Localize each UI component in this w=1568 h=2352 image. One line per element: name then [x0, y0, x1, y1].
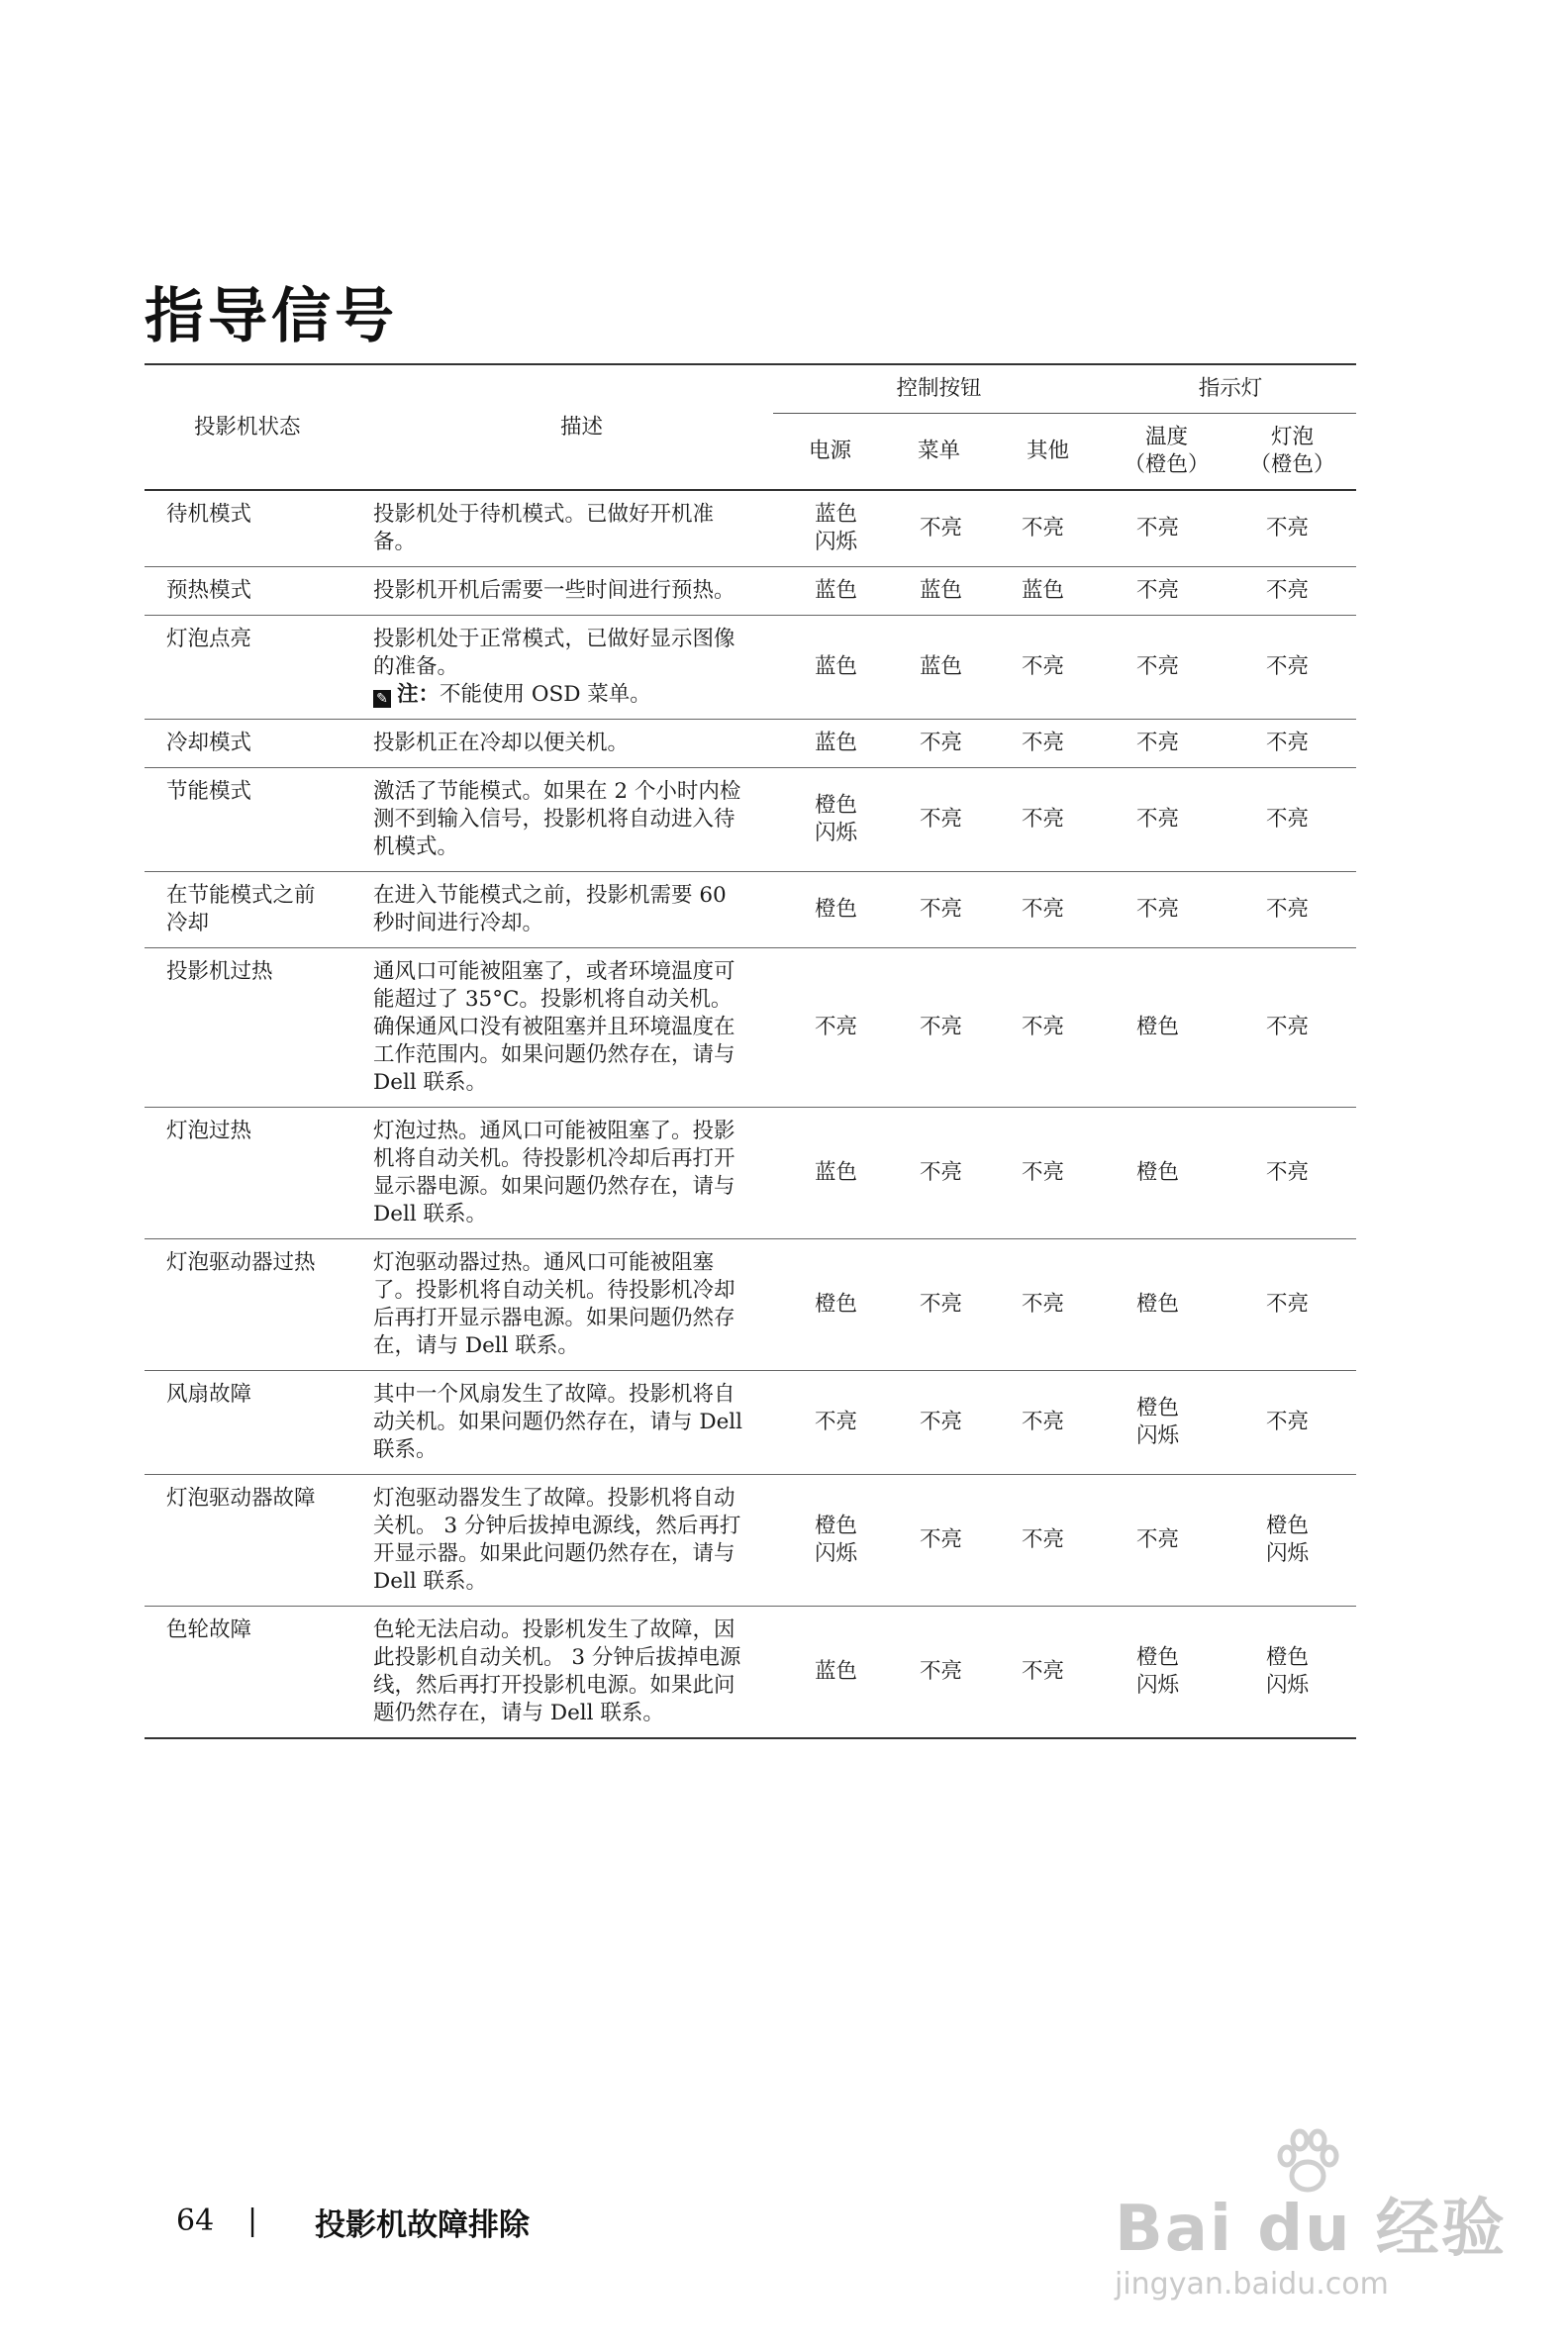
header-lamp: 灯泡 （橙色）	[1228, 414, 1356, 491]
table-row	[145, 948, 1356, 1108]
state-cell: 灯泡过热	[145, 1108, 352, 1239]
page-number: 64	[176, 2204, 215, 2238]
state-cell: 待机模式	[145, 490, 352, 567]
description-cell: 灯泡驱动器发生了故障。投影机将自动 关机。 3 分钟后拔掉电源线，然后再打 开显示器。如果此问题仍然存在，请与 Dell 联系。	[352, 1475, 773, 1607]
temp-cell: 不亮	[1105, 567, 1228, 616]
other-cell: 不亮	[991, 720, 1105, 768]
temp-cell: 橙色 闪烁	[1105, 1371, 1228, 1475]
description-cell: 在进入节能模式之前，投影机需要 60 秒时间进行冷却。	[352, 872, 773, 948]
menu-cell: 不亮	[887, 1475, 991, 1607]
description-cell: 投影机正在冷却以便关机。	[352, 720, 773, 768]
table-row	[145, 1607, 1356, 1739]
other-cell: 不亮	[991, 1239, 1105, 1371]
note	[373, 681, 761, 709]
description-cell: 激活了节能模式。如果在 2 个小时内检 测不到输入信号，投影机将自动进入待 机模式。	[352, 768, 773, 872]
menu-cell: 不亮	[887, 768, 991, 872]
note-icon: ✎	[373, 690, 391, 708]
power-cell: 不亮	[773, 948, 887, 1108]
header-menu: 菜单	[887, 414, 991, 491]
other-cell: 不亮	[991, 1607, 1105, 1739]
temp-cell: 不亮	[1105, 1475, 1228, 1607]
other-cell: 不亮	[991, 948, 1105, 1108]
state-cell: 灯泡驱动器过热	[145, 1239, 352, 1371]
description-cell: 灯泡驱动器过热。通风口可能被阻塞 了。投影机将自动关机。待投影机冷却 后再打开显示器电源。如果问题仍然存 在，请与 Dell 联系。	[352, 1239, 773, 1371]
state-cell: 灯泡驱动器故障	[145, 1475, 352, 1607]
table-row	[145, 1239, 1356, 1371]
lamp-cell: 橙色 闪烁	[1228, 1607, 1356, 1739]
lamp-cell: 不亮	[1228, 1108, 1356, 1239]
other-cell: 不亮	[991, 1108, 1105, 1239]
lamp-cell: 不亮	[1228, 567, 1356, 616]
lamp-cell: 不亮	[1228, 872, 1356, 948]
header-description: 描述	[352, 364, 773, 490]
description-cell	[352, 616, 773, 720]
other-cell: 不亮	[991, 768, 1105, 872]
table-row	[145, 1108, 1356, 1239]
table-row	[145, 490, 1356, 567]
note-text: 不能使用 OSD 菜单。	[440, 682, 651, 707]
power-cell: 橙色	[773, 872, 887, 948]
power-cell: 橙色 闪烁	[773, 1475, 887, 1607]
other-cell: 蓝色	[991, 567, 1105, 616]
lamp-cell: 不亮	[1228, 948, 1356, 1108]
description-cell: 通风口可能被阻塞了，或者环境温度可 能超过了 35°C。投影机将自动关机。 确保通风口没有被阻塞并且环境温度在 工作范围内。如果问题仍然存在，请与 Dell 联系。	[352, 948, 773, 1108]
lamp-cell: 不亮	[1228, 490, 1356, 567]
header-temp: 温度 （橙色）	[1105, 414, 1228, 491]
lamp-cell: 不亮	[1228, 720, 1356, 768]
header-group-buttons: 控制按钮	[773, 364, 1105, 414]
power-cell: 橙色	[773, 1239, 887, 1371]
lamp-cell: 不亮	[1228, 768, 1356, 872]
lamp-cell: 不亮	[1228, 616, 1356, 720]
description-cell: 其中一个风扇发生了故障。投影机将自 动关机。如果问题仍然存在，请与 Dell 联系。	[352, 1371, 773, 1475]
temp-cell: 不亮	[1105, 872, 1228, 948]
table-row	[145, 567, 1356, 616]
menu-cell: 不亮	[887, 720, 991, 768]
watermark-url: jingyan.baidu.com	[1115, 2267, 1389, 2302]
other-cell: 不亮	[991, 1475, 1105, 1607]
state-cell: 灯泡点亮	[145, 616, 352, 720]
description-cell: 色轮无法启动。投影机发生了故障，因 此投影机自动关机。 3 分钟后拔掉电源 线，然后再打开投影机电源。如果此问 题仍然存在，请与 Dell 联系。	[352, 1607, 773, 1739]
other-cell: 不亮	[991, 616, 1105, 720]
menu-cell: 不亮	[887, 872, 991, 948]
power-cell: 蓝色	[773, 720, 887, 768]
footer-separator: |	[247, 2204, 258, 2238]
baidu-watermark	[1099, 2128, 1507, 2316]
temp-cell: 不亮	[1105, 768, 1228, 872]
description-text: 投影机处于正常模式，已做好显示图像 的准备。	[373, 627, 735, 679]
other-cell: 不亮	[991, 872, 1105, 948]
chapter-title: 投影机故障排除	[315, 2207, 530, 2243]
temp-cell: 不亮	[1105, 720, 1228, 768]
description-cell: 投影机处于待机模式。已做好开机准 备。	[352, 490, 773, 567]
description-cell: 灯泡过热。通风口可能被阻塞了。投影 机将自动关机。待投影机冷却后再打开 显示器电源。如果问题仍然存在，请与 Dell 联系。	[352, 1108, 773, 1239]
temp-cell: 橙色	[1105, 1239, 1228, 1371]
power-cell: 蓝色	[773, 1108, 887, 1239]
other-cell: 不亮	[991, 490, 1105, 567]
temp-cell: 橙色	[1105, 1108, 1228, 1239]
temp-cell: 橙色	[1105, 948, 1228, 1108]
temp-cell: 不亮	[1105, 616, 1228, 720]
state-cell: 冷却模式	[145, 720, 352, 768]
power-cell: 橙色 闪烁	[773, 768, 887, 872]
table-row	[145, 616, 1356, 720]
watermark-brand: Bai du 经验	[1115, 2193, 1507, 2266]
state-cell: 预热模式	[145, 567, 352, 616]
temp-cell: 不亮	[1105, 490, 1228, 567]
state-cell: 在节能模式之前 冷却	[145, 872, 352, 948]
menu-cell: 不亮	[887, 1607, 991, 1739]
menu-cell: 蓝色	[887, 616, 991, 720]
header-group-indicators: 指示灯	[1105, 364, 1356, 414]
other-cell: 不亮	[991, 1371, 1105, 1475]
power-cell: 不亮	[773, 1371, 887, 1475]
menu-cell: 不亮	[887, 1371, 991, 1475]
table-row	[145, 1371, 1356, 1475]
state-cell: 风扇故障	[145, 1371, 352, 1475]
menu-cell: 不亮	[887, 1239, 991, 1371]
header-state: 投影机状态	[145, 364, 352, 490]
lamp-cell: 橙色 闪烁	[1228, 1475, 1356, 1607]
menu-cell: 不亮	[887, 1108, 991, 1239]
state-cell: 色轮故障	[145, 1607, 352, 1739]
table-row	[145, 872, 1356, 948]
note-label: 注：	[397, 682, 441, 707]
table-row	[145, 720, 1356, 768]
power-cell: 蓝色	[773, 567, 887, 616]
power-cell: 蓝色 闪烁	[773, 490, 887, 567]
lamp-cell: 不亮	[1228, 1371, 1356, 1475]
description-cell: 投影机开机后需要一些时间进行预热。	[352, 567, 773, 616]
indicator-signals-table	[145, 363, 1356, 1739]
table-row	[145, 768, 1356, 872]
table-row	[145, 1475, 1356, 1607]
temp-cell: 橙色 闪烁	[1105, 1607, 1228, 1739]
page-title: 指导信号	[145, 282, 398, 351]
menu-cell: 蓝色	[887, 567, 991, 616]
power-cell: 蓝色	[773, 616, 887, 720]
header-other: 其他	[991, 414, 1105, 491]
state-cell: 节能模式	[145, 768, 352, 872]
state-cell: 投影机过热	[145, 948, 352, 1108]
header-power: 电源	[773, 414, 887, 491]
menu-cell: 不亮	[887, 490, 991, 567]
power-cell: 蓝色	[773, 1607, 887, 1739]
lamp-cell: 不亮	[1228, 1239, 1356, 1371]
menu-cell: 不亮	[887, 948, 991, 1108]
